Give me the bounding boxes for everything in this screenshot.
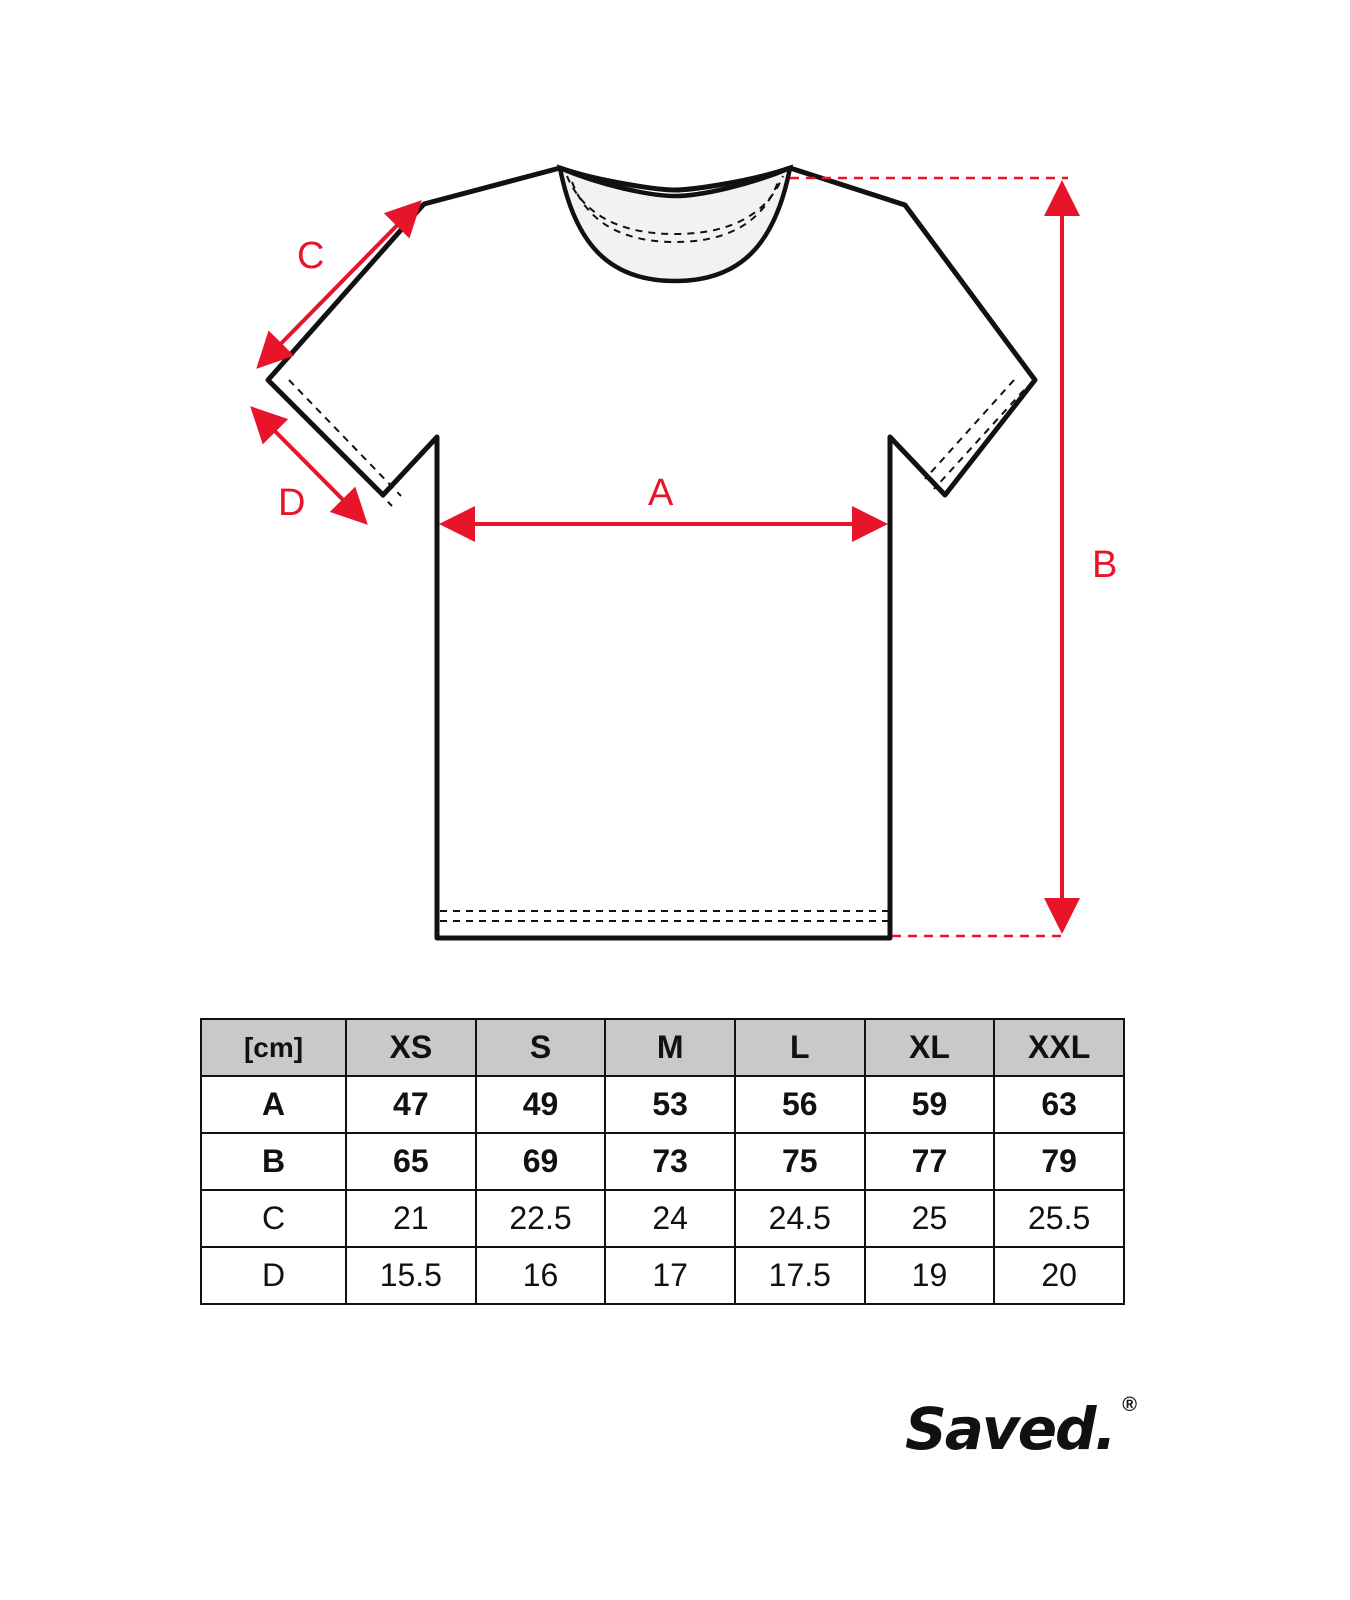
- row-label-c: C: [201, 1190, 346, 1247]
- cell-d-xs: 15.5: [346, 1247, 476, 1304]
- dimension-label-c: C: [297, 235, 325, 277]
- size-header-xxl: XXL: [994, 1019, 1124, 1076]
- cell-a-xxl: 63: [994, 1076, 1124, 1133]
- cell-b-xs: 65: [346, 1133, 476, 1190]
- cell-d-xxl: 20: [994, 1247, 1124, 1304]
- size-table: [200, 1018, 1125, 1305]
- size-header-s: S: [476, 1019, 606, 1076]
- cell-d-m: 17: [605, 1247, 735, 1304]
- cell-b-m: 73: [605, 1133, 735, 1190]
- cell-d-s: 16: [476, 1247, 606, 1304]
- table-row: [201, 1190, 1124, 1247]
- cell-a-m: 53: [605, 1076, 735, 1133]
- cell-d-xl: 19: [865, 1247, 995, 1304]
- row-label-a: A: [201, 1076, 346, 1133]
- brand-name: Saved.: [905, 1395, 1115, 1463]
- cell-a-xl: 59: [865, 1076, 995, 1133]
- cell-c-xxl: 25.5: [994, 1190, 1124, 1247]
- table-row: [201, 1133, 1124, 1190]
- tshirt-outline: [268, 168, 1035, 938]
- row-label-b: B: [201, 1133, 346, 1190]
- cell-c-xs: 21: [346, 1190, 476, 1247]
- size-table-wrapper: [200, 1018, 1125, 1305]
- size-header-xs: XS: [346, 1019, 476, 1076]
- dimension-label-a: A: [648, 472, 674, 514]
- table-row: [201, 1247, 1124, 1304]
- cell-b-l: 75: [735, 1133, 865, 1190]
- unit-header-cell: [cm]: [201, 1019, 346, 1076]
- registered-trademark-icon: ®: [1122, 1394, 1137, 1416]
- brand-logo: [905, 1394, 1137, 1470]
- cell-b-xxl: 79: [994, 1133, 1124, 1190]
- dimension-label-d: D: [278, 482, 306, 524]
- cell-d-l: 17.5: [735, 1247, 865, 1304]
- cell-b-xl: 77: [865, 1133, 995, 1190]
- size-header-m: M: [605, 1019, 735, 1076]
- cell-c-m: 24: [605, 1190, 735, 1247]
- dimension-label-b: B: [1092, 544, 1118, 586]
- cell-c-xl: 25: [865, 1190, 995, 1247]
- cell-a-s: 49: [476, 1076, 606, 1133]
- row-label-d: D: [201, 1247, 346, 1304]
- table-header-row: [201, 1019, 1124, 1076]
- cell-b-s: 69: [476, 1133, 606, 1190]
- cell-a-l: 56: [735, 1076, 865, 1133]
- cell-c-l: 24.5: [735, 1190, 865, 1247]
- size-header-xl: XL: [865, 1019, 995, 1076]
- size-header-l: L: [735, 1019, 865, 1076]
- cell-a-xs: 47: [346, 1076, 476, 1133]
- cell-c-s: 22.5: [476, 1190, 606, 1247]
- table-row: [201, 1076, 1124, 1133]
